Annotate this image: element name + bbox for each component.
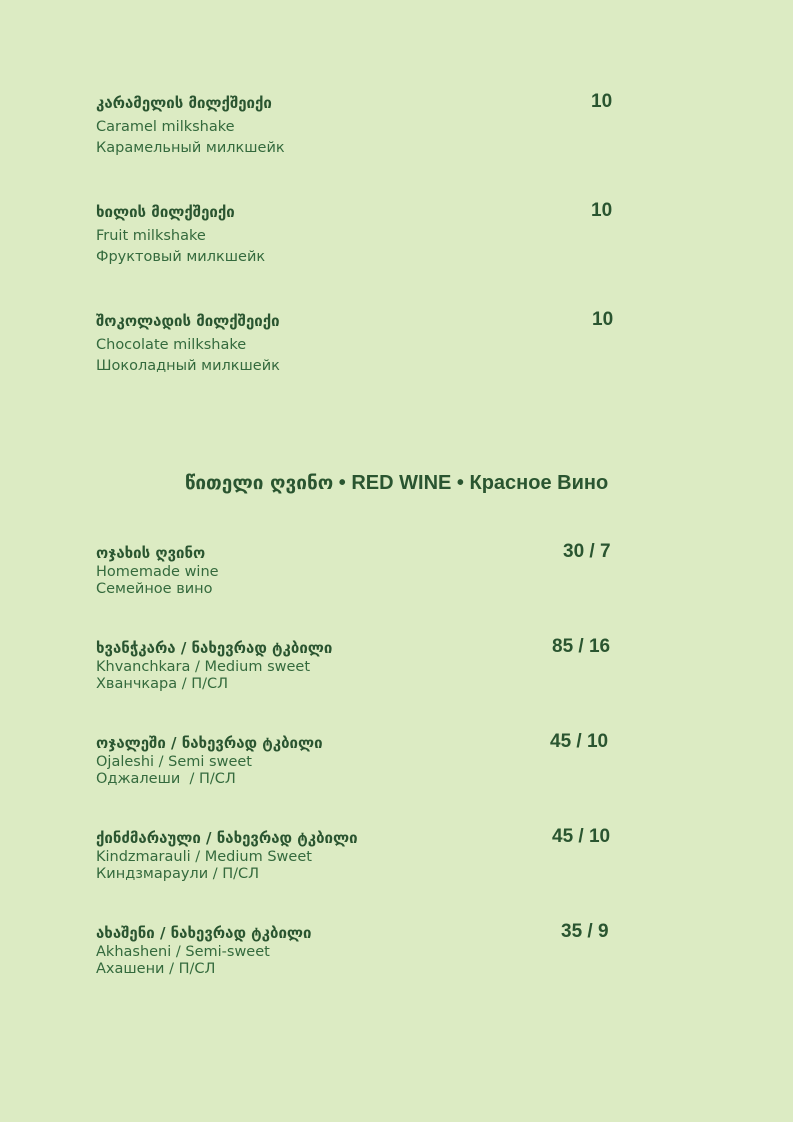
section-separator: • — [451, 472, 470, 494]
item-name-ka: ახაშენი / ნახევრად ტკბილი — [96, 924, 312, 942]
item-name-ru: Карамельный милкшейк — [96, 140, 285, 156]
menu-item — [96, 312, 280, 374]
menu-item — [96, 544, 219, 597]
item-price: 10 — [592, 309, 614, 330]
section-title-ru: Красное Вино — [469, 472, 609, 494]
item-name-ru: Ахашени / П/СЛ — [96, 961, 216, 977]
item-name-en: Ojaleshi / Semi sweet — [96, 754, 252, 770]
item-name-ru: Киндзмараули / П/СЛ — [96, 866, 260, 882]
item-price: 35 / 9 — [561, 921, 609, 942]
item-price: 85 / 16 — [552, 636, 611, 657]
item-name-en: Fruit milkshake — [96, 228, 206, 244]
item-price: 10 — [591, 91, 613, 112]
item-name-en: Khvanchkara / Medium sweet — [96, 659, 311, 675]
item-name-ka: ოჯალეში / ნახევრად ტკბილი — [96, 734, 323, 752]
item-name-ru: Хванчкара / П/СЛ — [96, 676, 229, 692]
item-price: 10 — [591, 200, 613, 221]
item-name-ka: ქინძმარაული / ნახევრად ტკბილი — [96, 829, 358, 847]
item-name-ru: Фруктовый милкшейк — [96, 249, 266, 265]
item-name-en: Homemade wine — [96, 564, 219, 580]
item-name-en: Chocolate milkshake — [96, 337, 247, 353]
section-title-ka: წითელი ღვინო — [184, 472, 334, 494]
item-price: 30 / 7 — [563, 541, 611, 562]
item-name-ru: Шоколадный милкшейк — [96, 358, 280, 374]
item-name-ka: შოკოლადის მილქშეიქი — [96, 312, 280, 330]
menu-item — [96, 203, 265, 265]
menu-item — [96, 639, 332, 692]
menu-item — [96, 734, 323, 787]
menu-item — [96, 829, 358, 882]
section-separator: • — [333, 472, 352, 494]
section-title — [0, 472, 793, 495]
item-name-ru: Семейное вино — [96, 581, 213, 597]
item-name-ka: ხილის მილქშეიქი — [96, 203, 235, 221]
item-name-ru: Оджалеши / П/СЛ — [96, 771, 236, 787]
item-name-ka: ოჯახის ღვინო — [96, 544, 206, 562]
item-price: 45 / 10 — [550, 731, 609, 752]
item-name-ka: ხვანჭკარა / ნახევრად ტკბილი — [96, 639, 333, 657]
item-name-ka: კარამელის მილქშეიქი — [96, 94, 272, 112]
section-title-en: RED WINE — [351, 472, 452, 494]
item-price: 45 / 10 — [552, 826, 611, 847]
item-name-en: Akhasheni / Semi-sweet — [96, 944, 270, 960]
item-name-en: Kindzmarauli / Medium Sweet — [96, 849, 312, 865]
menu-item — [96, 924, 312, 977]
menu-item — [96, 94, 285, 156]
item-name-en: Caramel milkshake — [96, 119, 235, 135]
